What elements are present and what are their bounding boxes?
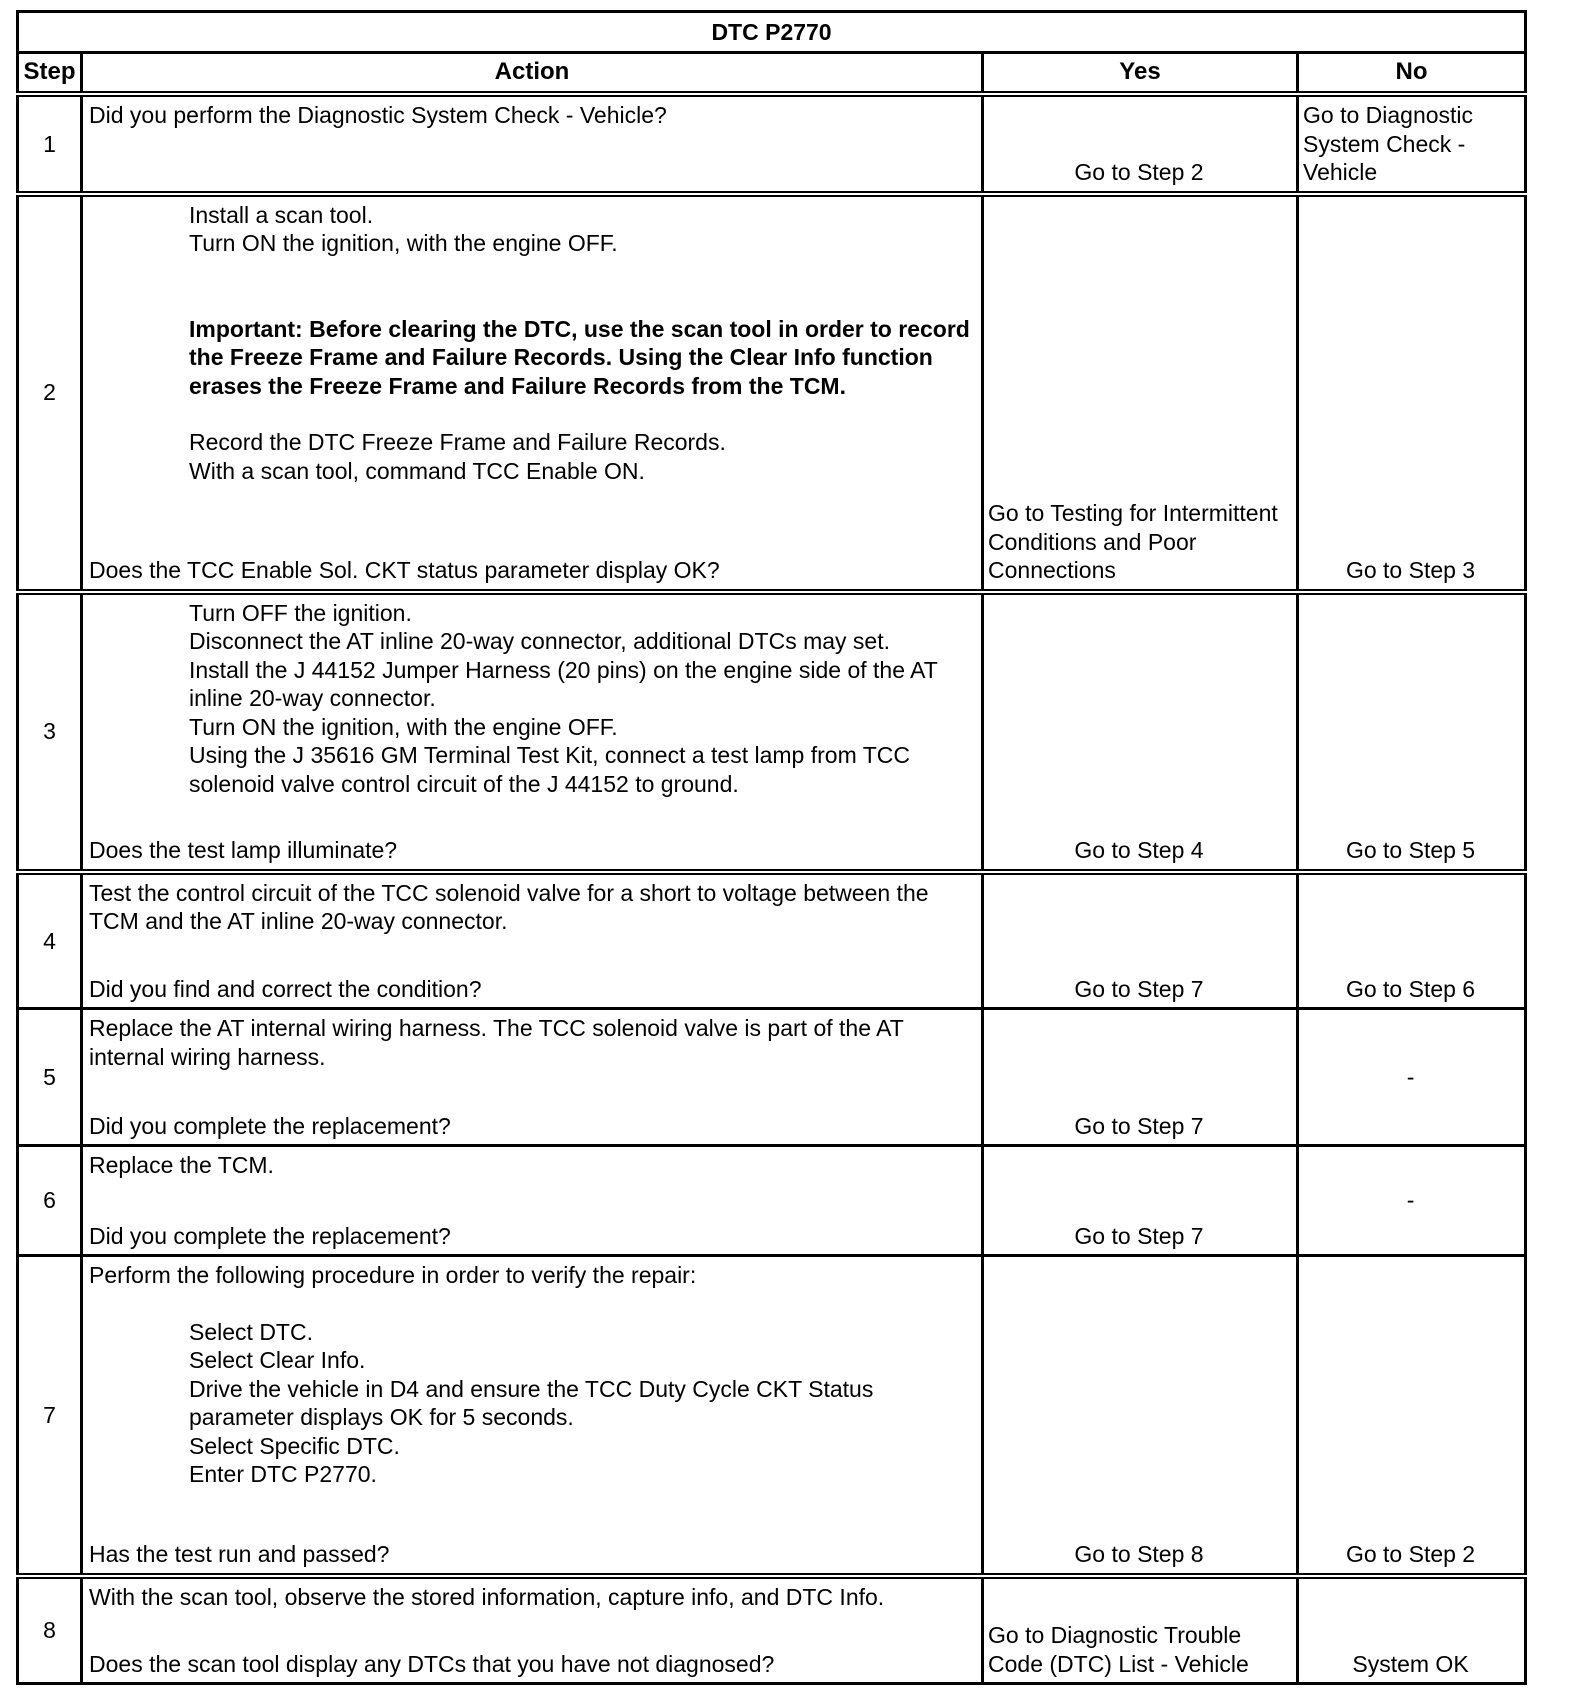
action-cell bbox=[82, 94, 983, 194]
yes-cell: Go to Step 7 bbox=[983, 872, 1298, 1009]
no-cell: Go to Step 6 bbox=[1298, 872, 1526, 1009]
action-question: Did you complete the replacement? bbox=[89, 1222, 451, 1249]
action-question: Has the test run and passed? bbox=[89, 1541, 390, 1567]
yes-cell: Go to Step 4 bbox=[983, 592, 1298, 872]
action-cell bbox=[82, 592, 983, 872]
action-text: With the scan tool, observe the stored information, capture info, and DTC Info. bbox=[89, 1583, 885, 1610]
action-question: Does the scan tool display any DTCs that you have not diagnosed? bbox=[89, 1650, 775, 1677]
table-row-step-3 bbox=[18, 592, 1526, 872]
action-cell bbox=[82, 1576, 983, 1684]
no-cell: Go to Step 3 bbox=[1298, 194, 1526, 592]
diagnostic-table bbox=[16, 10, 1527, 1685]
step-number: 4 bbox=[18, 872, 82, 1009]
action-text: Did you perform the Diagnostic System Check - Vehicle? bbox=[89, 102, 667, 128]
action-bullet: Drive the vehicle in D4 and ensure the TCC Duty Cycle CKT Status parameter displays OK for 5 seconds. bbox=[189, 1375, 880, 1430]
step-number: 2 bbox=[18, 194, 82, 592]
important-note: Important: Before clearing the DTC, use the scan tool in order to record the Freeze Frame and Failure Records. Using the Clear Info function erases the Freeze Frame and Failure Records from the TCM. bbox=[189, 315, 977, 399]
table-title: DTC P2770 bbox=[18, 12, 1526, 53]
step-number: 3 bbox=[18, 592, 82, 872]
action-bullet: Disconnect the AT inline 20-way connector, additional DTCs may set. bbox=[189, 628, 890, 654]
yes-cell: Go to Step 8 bbox=[983, 1256, 1298, 1576]
title-row bbox=[18, 12, 1526, 53]
table-row-step-8 bbox=[18, 1576, 1526, 1684]
table-row-step-4 bbox=[18, 872, 1526, 1009]
action-text: Replace the TCM. bbox=[89, 1152, 274, 1178]
action-cell bbox=[82, 194, 983, 592]
action-bullet: Select DTC. bbox=[189, 1318, 313, 1345]
action-question: Did you complete the replacement? bbox=[89, 1112, 451, 1139]
no-cell: Go to Step 5 bbox=[1298, 592, 1526, 872]
header-action: Action bbox=[82, 53, 983, 95]
step-number: 1 bbox=[18, 94, 82, 194]
table-row-step-6 bbox=[18, 1146, 1526, 1256]
action-text: Perform the following procedure in order to verify the repair: bbox=[89, 1262, 697, 1288]
diagnostic-table-sheet bbox=[16, 10, 1524, 1681]
no-cell: - bbox=[1298, 1009, 1526, 1146]
yes-cell: Go to Diagnostic Trouble Code (DTC) List - Vehicle bbox=[983, 1576, 1298, 1684]
action-bullet: Using the J 35616 GM Terminal Test Kit, connect a test lamp from TCC solenoid valve control circuit of the J 44152 to ground. bbox=[189, 742, 917, 797]
table-row-step-7 bbox=[18, 1256, 1526, 1576]
header-no: No bbox=[1298, 53, 1526, 95]
action-bullet: Install a scan tool. bbox=[189, 201, 374, 228]
action-bullet: Select Specific DTC. bbox=[189, 1432, 400, 1459]
header-yes: Yes bbox=[983, 53, 1298, 95]
yes-cell: Go to Step 2 bbox=[983, 94, 1298, 194]
action-question: Did you find and correct the condition? bbox=[89, 975, 482, 1002]
action-text: Replace the AT internal wiring harness. The TCC solenoid valve is part of the AT internal wiring harness. bbox=[89, 1015, 910, 1070]
action-bullet: Turn OFF the ignition. bbox=[189, 599, 412, 626]
action-question: Does the test lamp illuminate? bbox=[89, 837, 398, 863]
action-cell bbox=[82, 1009, 983, 1146]
no-cell: System OK bbox=[1298, 1576, 1526, 1684]
action-cell bbox=[82, 872, 983, 1009]
table-row-step-5 bbox=[18, 1009, 1526, 1146]
yes-cell: Go to Step 7 bbox=[983, 1009, 1298, 1146]
table-row-step-2 bbox=[18, 194, 1526, 592]
yes-cell: Go to Step 7 bbox=[983, 1146, 1298, 1256]
step-number: 6 bbox=[18, 1146, 82, 1256]
no-cell: - bbox=[1298, 1146, 1526, 1256]
header-step: Step bbox=[18, 53, 82, 95]
action-question: Does the TCC Enable Sol. CKT status parameter display OK? bbox=[89, 557, 720, 583]
action-bullet: Turn ON the ignition, with the engine OFF. bbox=[189, 230, 618, 256]
step-number: 7 bbox=[18, 1256, 82, 1576]
action-bullet: Turn ON the ignition, with the engine OFF. bbox=[189, 713, 618, 740]
step-number: 5 bbox=[18, 1009, 82, 1146]
action-bullet: Select Clear Info. bbox=[189, 1347, 366, 1373]
action-bullet: Record the DTC Freeze Frame and Failure Records. bbox=[189, 429, 726, 455]
no-cell: Go to Diagnostic System Check - Vehicle bbox=[1298, 94, 1526, 194]
action-bullet: Enter DTC P2770. bbox=[189, 1461, 377, 1487]
action-bullet: With a scan tool, command TCC Enable ON. bbox=[189, 457, 645, 484]
yes-cell: Go to Testing for Intermittent Conditions and Poor Connections bbox=[983, 194, 1298, 592]
action-text: Test the control circuit of the TCC solenoid valve for a short to voltage between the TCM and the AT inline 20-way connector. bbox=[89, 879, 935, 934]
action-bullet: Install the J 44152 Jumper Harness (20 pins) on the engine side of the AT inline 20-way connector. bbox=[189, 656, 944, 711]
table-row-step-1 bbox=[18, 94, 1526, 194]
step-number: 8 bbox=[18, 1576, 82, 1684]
header-row bbox=[18, 53, 1526, 95]
action-cell bbox=[82, 1146, 983, 1256]
action-cell bbox=[82, 1256, 983, 1576]
no-cell: Go to Step 2 bbox=[1298, 1256, 1526, 1576]
